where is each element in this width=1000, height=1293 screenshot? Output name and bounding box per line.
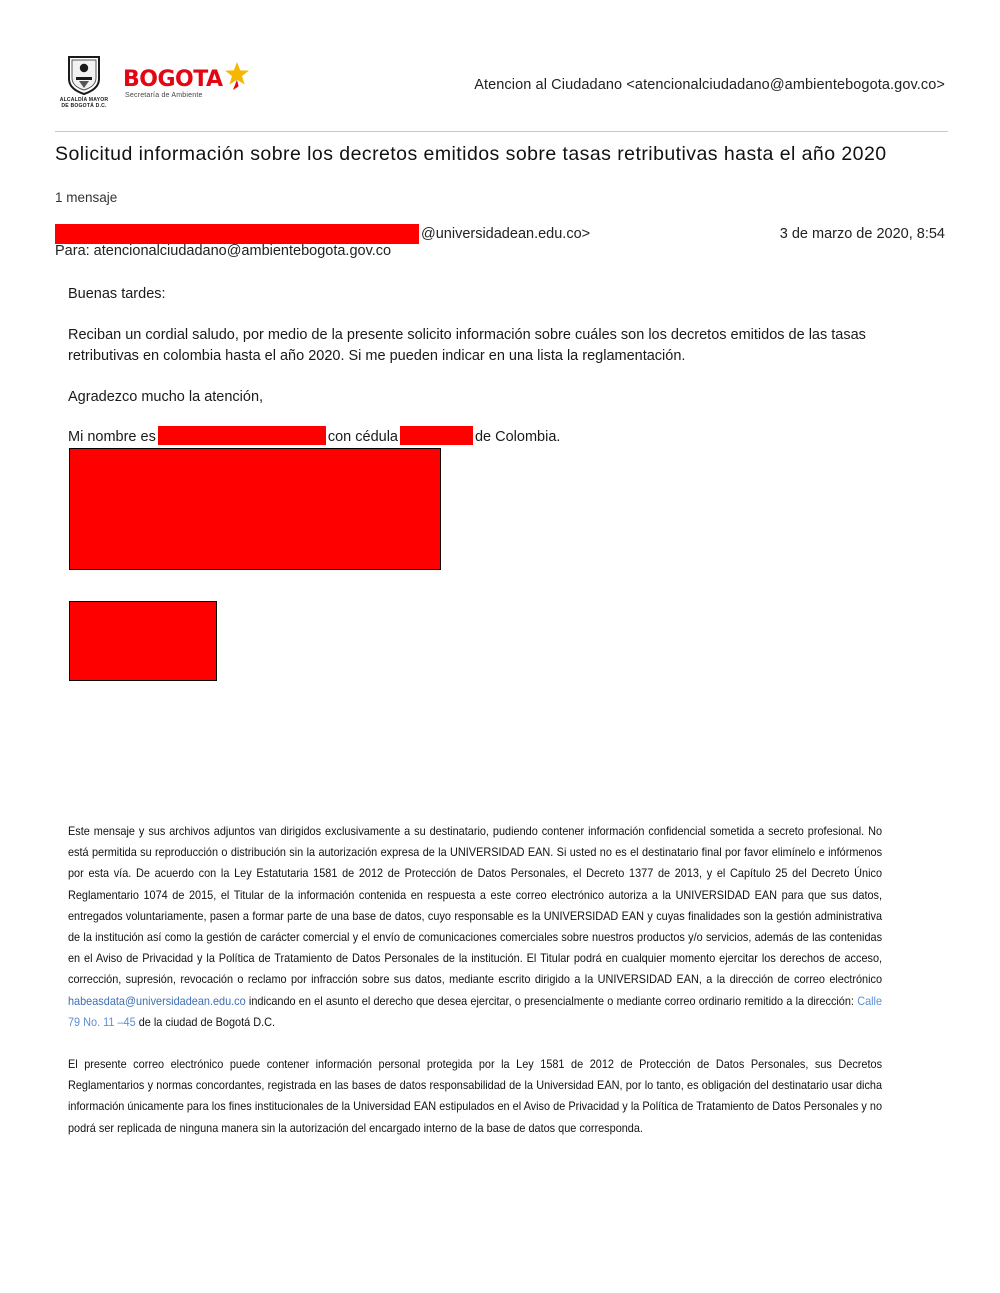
legal-paragraph-1 bbox=[68, 821, 882, 1033]
name-prefix-label: Mi nombre es bbox=[68, 429, 156, 445]
redaction-block-signature bbox=[69, 448, 441, 570]
bogota-logo bbox=[123, 65, 250, 99]
coat-of-arms-icon bbox=[67, 55, 101, 95]
logo-group bbox=[55, 55, 265, 109]
cedula-label: con cédula bbox=[327, 429, 398, 445]
alcaldia-label: ALCALDÍA MAYOR DE BOGOTÁ D.C. bbox=[59, 97, 109, 109]
body-paragraph-1: Reciban un cordial saludo, por medio de la presente solicito información sobre cuáles son los decretos emitidos de las tasas retributivas en colombia hasta el año 2020. Si me pueden indicar en una lista la reglamentación. bbox=[68, 327, 866, 364]
email-body bbox=[68, 284, 918, 466]
redaction-full-name bbox=[158, 426, 326, 445]
habeasdata-email-link[interactable]: habeasdata@universidadean.edu.co bbox=[68, 994, 246, 1008]
message-count: 1 mensaje bbox=[55, 190, 118, 205]
document-header bbox=[55, 55, 945, 117]
legal-text-part-3: de la ciudad de Bogotá D.C. bbox=[138, 1015, 276, 1029]
recipient-line: Para: atencionalciudadano@ambientebogota.gov.co bbox=[55, 243, 392, 259]
address-link[interactable]: Calle 79 No. 11 –45 bbox=[68, 994, 883, 1029]
legal-paragraph-2: El presente correo electrónico puede contener información personal protegida por la Ley 1581 de 2012 de Protección de Datos Personales, sus Decretos Reglamentarios y normas concordantes, registrada en las bases de datos responsabilidad de la Universidad EAN, por lo tanto, es obligación del destinatario usar dicha información únicamente para los fines institucionales de la Universidad EAN estipulados en el Aviso de Privacidad y la Política de Tratamiento de Datos Personales y no podrá ser replicada de ninguna manera sin la autorización del encargado interno de la base de datos que corresponda. bbox=[68, 1058, 883, 1135]
header-divider bbox=[55, 131, 948, 132]
body-signature-line bbox=[68, 426, 918, 446]
body-paragraph-2: Agradezco mucho la atención, bbox=[68, 389, 264, 405]
star-icon bbox=[224, 62, 250, 90]
account-email: Atencion al Ciudadano <atencionalciudadano@ambientebogota.gov.co> bbox=[474, 77, 945, 93]
redaction-sender-name bbox=[55, 224, 419, 244]
bogota-wordmark: BOGOTA bbox=[123, 67, 223, 92]
from-line bbox=[55, 224, 945, 244]
alcaldia-logo bbox=[55, 55, 113, 109]
email-date: 3 de marzo de 2020, 8:54 bbox=[779, 226, 945, 242]
email-subject: Solicitud información sobre los decretos emitidos sobre tasas retributivas hasta el año 2020 bbox=[55, 143, 887, 165]
redaction-block-logo bbox=[69, 601, 217, 681]
sender-email: @universidadean.edu.co> bbox=[421, 226, 591, 242]
secretaria-label: Secretaría de Ambiente bbox=[125, 92, 203, 99]
redaction-cedula bbox=[400, 426, 473, 445]
legal-text-part-2: indicando en el asunto el derecho que desea ejercitar, o presencialmente o mediante correo ordinario remitido a la dirección: bbox=[248, 994, 854, 1008]
country-label: de Colombia. bbox=[474, 429, 561, 445]
legal-text-part-1: Este mensaje y sus archivos adjuntos van dirigidos exclusivamente a su destinatario, pudiendo contener información confidencial sometida a secreto profesional. No está permitida su reproducción o distribución sin la autorización expresa de la UNIVERSIDAD EAN. Si usted no es el destinatario final por favor elimínelo e infórmenos por esta vía. De acuerdo con la Ley Estatutaria 1581 de 2012 de Protección de Datos Personales, el Decreto 1377 de 2013, y el Capítulo 25 del Decreto Único Reglamentario 1074 de 2015, el Titular de la información contenida en respuesta a este correo electrónico autoriza a la UNIVERSIDAD EAN para que sus datos, entregados voluntariamente, pasen a formar parte de una base de datos, cuyo responsable es la UNIVERSIDAD EAN y cuyas finalidades son la gestión administrativa de la institución así como la gestión de carácter comercial y el envío de comunicaciones comerciales sobre nuestros productos y/o servicios, además de las contenidas en el Aviso de Privacidad y la Política de Tratamiento de Datos Personales de la institución. El Titular podrá en cualquier momento ejercitar los derechos de acceso, corrección, supresión, revocación o reclamo por infracción sobre sus datos, mediante escrito dirigido a la UNIVERSIDAD EAN, a la dirección de correo electrónico bbox=[68, 825, 883, 987]
legal-footer bbox=[68, 821, 882, 1160]
body-greeting: Buenas tardes: bbox=[68, 286, 166, 302]
